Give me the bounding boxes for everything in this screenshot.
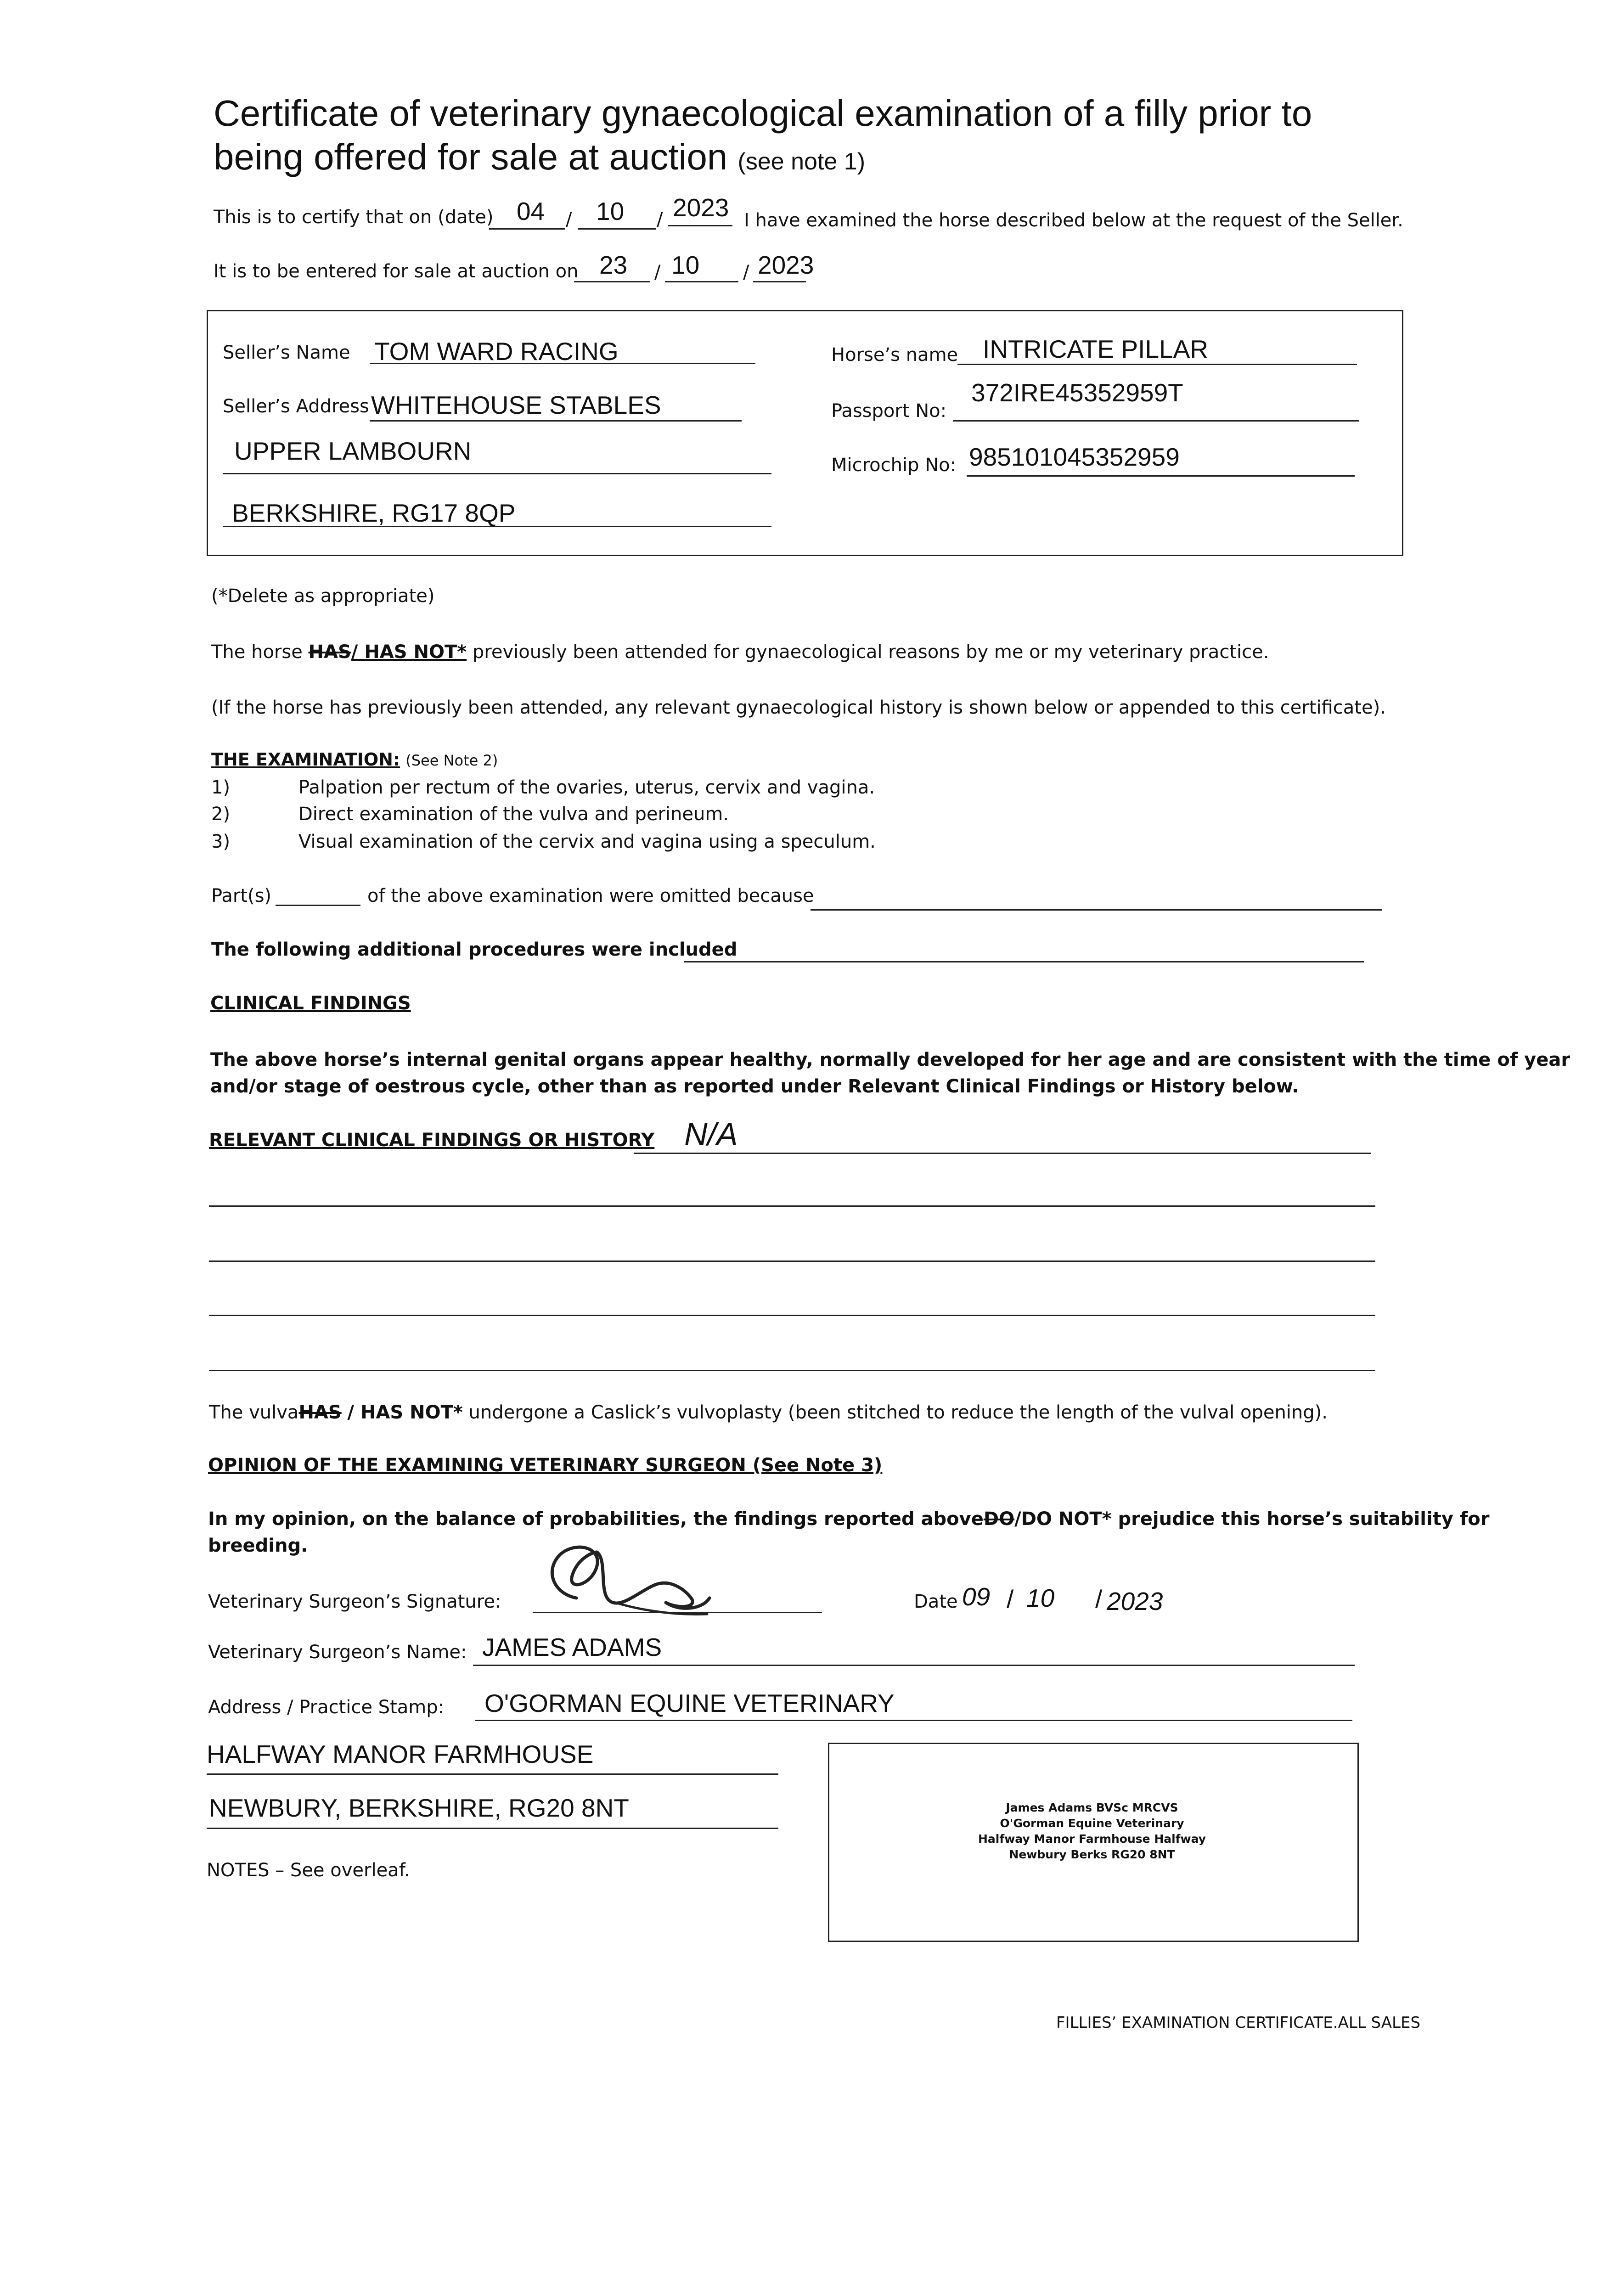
practice-stamp [828,1800,1356,1863]
clinical-para2: and/or stage of oestrous cycle, other than as reported under Relevant Clinical Findings or History below. [210,1076,1299,1097]
vet-name: JAMES ADAMS [482,1633,662,1661]
attended-line [211,642,1269,663]
page-title-line2 [214,135,865,183]
passport-number: 372IRE45352959T [971,378,1183,407]
delete-note: (*Delete as appropriate) [211,585,435,607]
vulva-struck: HAS [298,1402,342,1423]
auction-year: 2023 [758,251,814,279]
seller-address-label: Seller’s Address [223,396,369,417]
passport-line [953,420,1359,422]
clinical-heading: CLINICAL FINDINGS [210,993,411,1014]
opinion-line1-suffix: /DO NOT* prejudice this horse’s suitability for [1014,1508,1490,1530]
clinical-para1: The above horse’s internal genital organs appear healthy, normally developed for her age and are consistent with the time of year [210,1049,1571,1070]
examination-note: (See Note 2) [405,752,498,769]
certify-month-line [578,228,656,230]
vulva-line [209,1402,1328,1423]
page-title-line1: Certificate of veterinary gynaecological examination of a filly prior to [214,93,1312,134]
vet-address-line2: HALFWAY MANOR FARMHOUSE [207,1740,594,1768]
microchip-number: 985101045352959 [969,443,1180,471]
opinion-heading: OPINION OF THE EXAMINING VETERINARY SURGEON (See Note 3) [208,1455,883,1476]
stamp-line3: Halfway Manor Farmhouse Halfway [978,1832,1206,1846]
vet-address-line3: NEWBURY, BERKSHIRE, RG20 8NT [209,1794,629,1822]
vet-date-sep1: / [1007,1585,1014,1613]
certify-day: 04 [517,197,545,225]
footer: FILLIES’ EXAMINATION CERTIFICATE.ALL SALES [1056,2014,1421,2032]
exam-item-1-num: 1) [211,777,231,798]
certify-sep2: / [657,209,663,230]
auction-prefix: It is to be entered for sale at auction on [214,261,579,282]
relevant-line-2 [209,1205,1375,1207]
vet-name-label: Veterinary Surgeon’s Name: [208,1642,467,1663]
stamp-line1: James Adams BVSc MRCVS [1006,1801,1178,1814]
opinion-struck: DO [983,1508,1015,1530]
vet-address-line3-rule [207,1828,778,1829]
relevant-line-4 [209,1315,1375,1316]
relevant-value: N/A [684,1116,738,1152]
parts-label: Part(s) [211,885,272,906]
seller-address-line3: BERKSHIRE, RG17 8QP [232,499,516,527]
certify-suffix: I have examined the horse described below at the request of the Seller. [744,210,1403,231]
vet-date-month: 10 [1026,1584,1055,1612]
vet-date-year: 2023 [1107,1587,1163,1615]
vet-address-line2-rule [207,1773,778,1775]
page-title-note: (see note 1) [737,148,866,175]
certify-sep1: / [566,209,572,230]
relevant-line-3 [209,1261,1375,1262]
auction-day: 23 [599,251,628,279]
certify-year: 2023 [673,193,729,222]
seller-address-line2: UPPER LAMBOURN [234,437,472,465]
vet-date-sep2: / [1095,1585,1103,1613]
relevant-line-1 [634,1153,1371,1154]
auction-month-line [665,281,738,282]
vet-date-day: 09 [962,1582,991,1611]
attended-prefix: The horse [211,642,303,663]
horse-name-label: Horse’s name [831,344,958,366]
certify-prefix: This is to certify that on (date) [214,207,494,228]
seller-address-line1-rule [370,420,742,422]
vet-name-line [473,1665,1355,1666]
auction-month: 10 [671,251,700,279]
signature-label: Veterinary Surgeon’s Signature: [208,1591,501,1612]
relevant-label: RELEVANT CLINICAL FINDINGS OR HISTORY [209,1130,655,1151]
omitted-label: of the above examination were omitted because [367,885,814,906]
seller-address-line2-rule [223,473,771,474]
passport-label: Passport No: [831,400,947,422]
certify-month: 10 [596,197,625,225]
stamp-line2: O'Gorman Equine Veterinary [1000,1817,1184,1830]
attended-struck: HAS [308,642,351,663]
notes: NOTES – See overleaf. [207,1860,410,1881]
certify-day-line [489,228,565,230]
auction-year-line [753,281,806,282]
horse-name-line [957,364,1357,365]
exam-item-2-text: Direct examination of the vulva and perineum. [298,804,729,825]
seller-name-label: Seller’s Name [223,342,350,363]
examination-heading [211,749,498,770]
horse-name: INTRICATE PILLAR [983,335,1209,363]
exam-item-3-num: 3) [211,831,231,852]
opinion-line2: breeding. [208,1535,308,1556]
auction-day-line [574,281,650,282]
microchip-label: Microchip No: [831,455,957,476]
opinion-line1 [208,1508,1489,1530]
parts-line [276,905,360,906]
attended-choice: / HAS NOT* [351,642,467,663]
additional-label: The following additional procedures were included [211,939,737,960]
date-label: Date [914,1591,958,1612]
page-title-line2-text: being offered for sale at auction [214,136,728,177]
vet-address-line1-rule [475,1720,1352,1721]
exam-item-2-num: 2) [211,804,231,825]
vulva-prefix: The vulva [209,1402,299,1423]
auction-sep2: / [743,262,749,283]
examination-heading-text: THE EXAMINATION: [211,749,400,770]
exam-item-1-text: Palpation per rectum of the ovaries, uterus, cervix and vagina. [298,777,875,798]
omitted-line [811,909,1382,911]
seller-address-line1: WHITEHOUSE STABLES [371,391,661,419]
exam-item-3-text: Visual examination of the cervix and vagina using a speculum. [298,831,876,852]
vet-address-label: Address / Practice Stamp: [208,1697,445,1718]
auction-sep1: / [654,262,661,283]
signature-image [533,1534,726,1626]
opinion-line1-prefix: In my opinion, on the balance of probabilities, the findings reported above [208,1508,984,1530]
vulva-choice: / HAS NOT* [347,1402,463,1423]
stamp-line4: Newbury Berks RG20 8NT [1009,1848,1175,1861]
attended-suffix: previously been attended for gynaecological reasons by me or my veterinary practice. [472,642,1269,663]
history-note: (If the horse has previously been attended, any relevant gynaecological history is shown below or appended to this certificate). [211,697,1386,718]
microchip-line [967,475,1355,477]
certify-year-line [668,225,732,226]
vet-address-line1: O'GORMAN EQUINE VETERINARY [484,1689,895,1717]
relevant-line-5 [209,1370,1375,1371]
additional-line [684,961,1364,962]
vulva-suffix: undergone a Caslick’s vulvoplasty (been stitched to reduce the length of the vulval opening). [468,1402,1328,1423]
seller-name: TOM WARD RACING [374,337,619,366]
